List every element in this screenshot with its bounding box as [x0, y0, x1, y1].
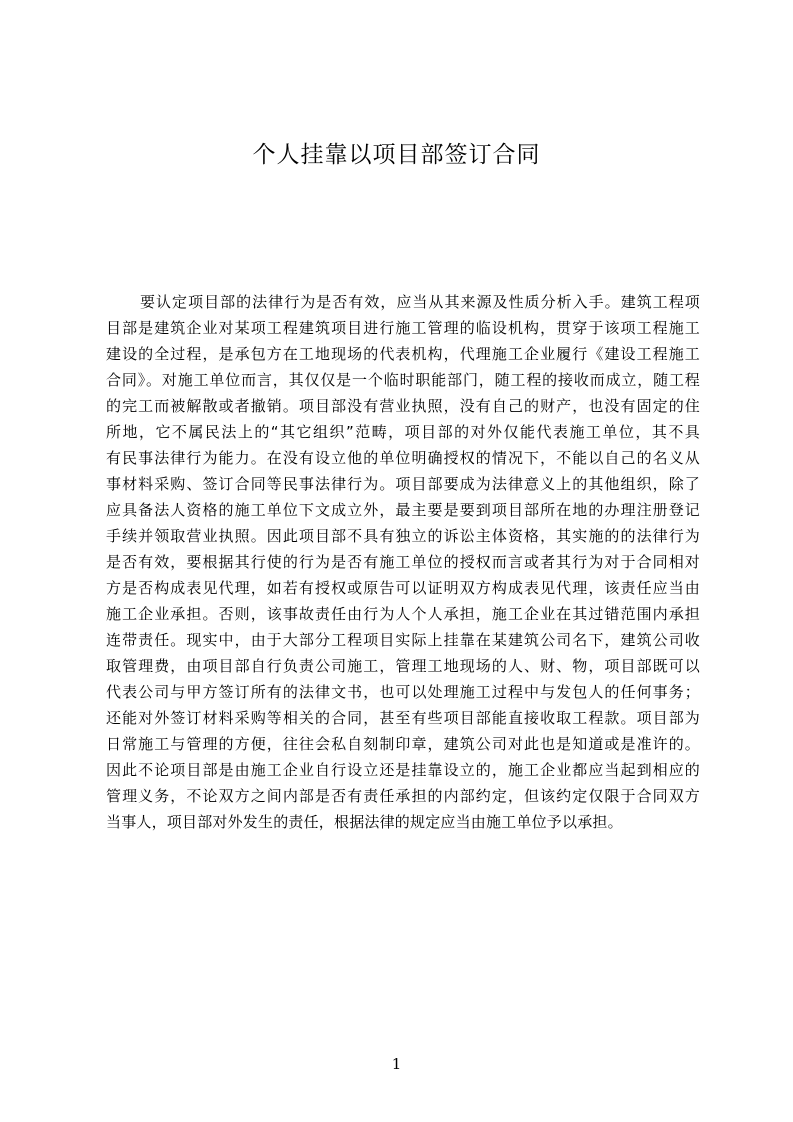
page-number: 1 [391, 1055, 402, 1073]
paragraph-line: 事材料采购、签订合同等民事法律行为。项目部要成为法律意义上的其他组织，除了 [106, 475, 700, 493]
body-paragraph [106, 289, 700, 835]
paragraph-line: 合同》。对施工单位而言，其仅仅是一个临时职能部门，随工程的接收而成立，随工程 [106, 371, 700, 389]
paragraph-line: 当事人，项目部对外发生的责任，根据法律的规定应当由施工单位予以承担。 [106, 813, 623, 831]
paragraph-line: 的完工而被解散或者撤销。项目部没有营业执照，没有自己的财产，也没有固定的住 [106, 397, 700, 415]
paragraph-line: 要认定项目部的法律行为是否有效，应当从其来源及性质分析入手。建筑工程项 [140, 293, 700, 311]
paragraph-line: 手续并领取营业执照。因此项目部不具有独立的诉讼主体资格，其实施的的法律行为 [106, 527, 700, 545]
paragraph-line: 应具备法人资格的施工单位下文成立外，最主要是要到项目部所在地的办理注册登记 [106, 501, 700, 519]
paragraph-line: 还能对外签订材料采购等相关的合同，甚至有些项目部能直接收取工程款。项目部为 [106, 709, 700, 727]
paragraph-line: 目部是建筑企业对某项工程建筑项目进行施工管理的临设机构，贯穿于该项工程施工 [106, 319, 700, 337]
paragraph-line: 日常施工与管理的方便，往往会私自刻制印章，建筑公司对此也是知道或是准许的。 [106, 735, 700, 753]
paragraph-line: 取管理费，由项目部自行负责公司施工，管理工地现场的人、财、物，项目部既可以 [106, 657, 700, 675]
paragraph-line: 所地，它不属民法上的“其它组织”范畴，项目部的对外仅能代表施工单位，其不具 [106, 423, 700, 441]
paragraph-line: 连带责任。现实中，由于大部分工程项目实际上挂靠在某建筑公司名下，建筑公司收 [106, 631, 700, 649]
paragraph-line: 有民事法律行为能力。在没有设立他的单位明确授权的情况下，不能以自己的名义从 [106, 449, 700, 467]
paragraph-line: 因此不论项目部是由施工企业自行设立还是挂靠设立的，施工企业都应当起到相应的 [106, 761, 700, 779]
document-title: 个人挂靠以项目部签订合同 [252, 142, 541, 168]
paragraph-line: 建设的全过程，是承包方在工地现场的代表机构，代理施工企业履行《建设工程施工 [106, 345, 700, 363]
paragraph-line: 是否有效，要根据其行使的行为是否有施工单位的授权而言或者其行为对于合同相对 [106, 553, 700, 571]
paragraph-line: 方是否构成表见代理，如若有授权或原告可以证明双方构成表见代理，该责任应当由 [106, 579, 700, 597]
paragraph-line: 代表公司与甲方签订所有的法律文书，也可以处理施工过程中与发包人的任何事务； [106, 683, 700, 701]
paragraph-line: 施工企业承担。否则，该事故责任由行为人个人承担，施工企业在其过错范围内承担 [106, 605, 700, 623]
paragraph-line: 管理义务，不论双方之间内部是否有责任承担的内部约定，但该约定仅限于合同双方 [106, 787, 700, 805]
